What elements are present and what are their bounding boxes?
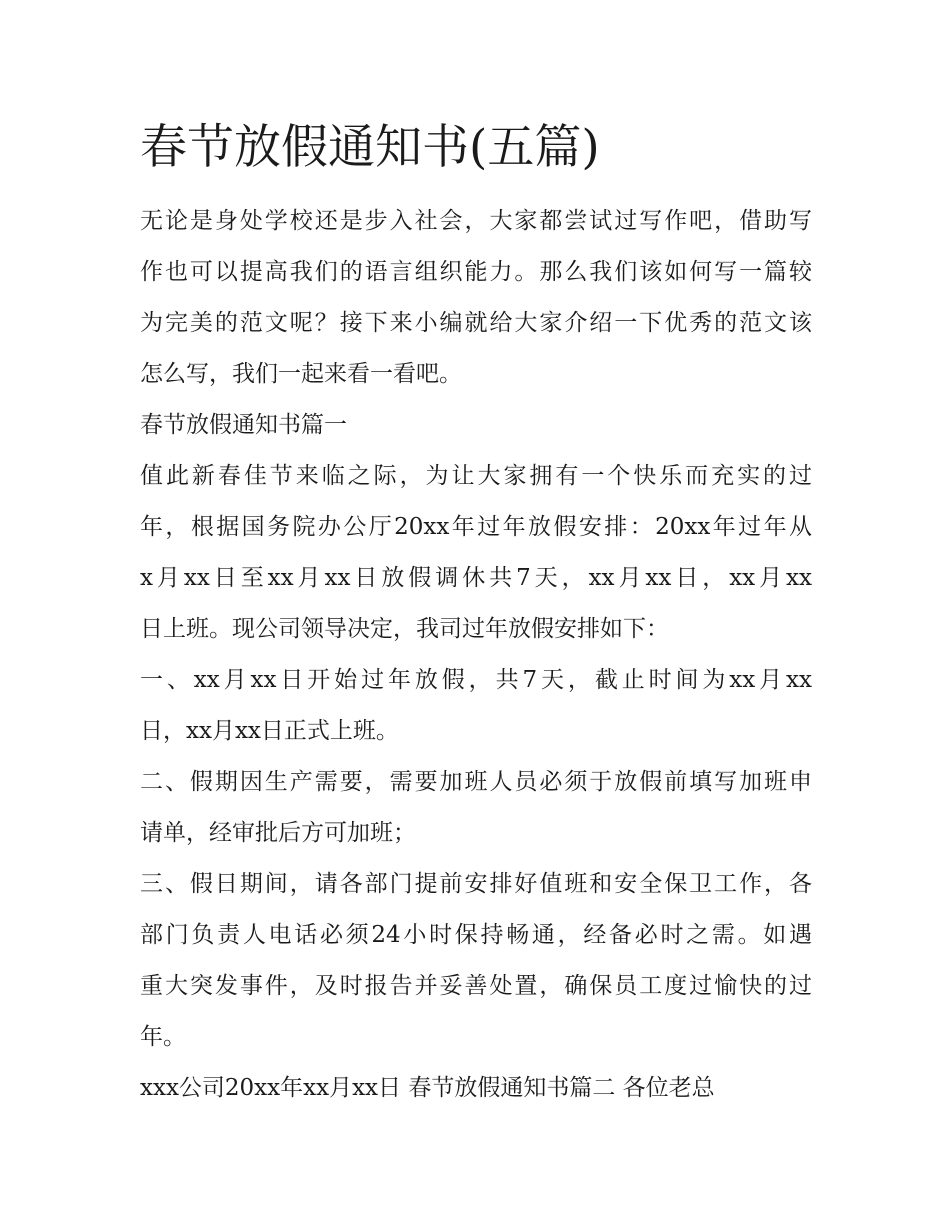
text-line: 重大突发事件，及时报告并妥善处置，确保员工度过愉快的过: [140, 973, 812, 999]
document-body: [140, 196, 812, 1114]
text-line: 部门负责人电话必须24小时保持畅通，经备必时之需。如遇: [140, 922, 812, 948]
text-line: 二、假期因生产需要，需要加班人员必须于放假前填写加班申: [140, 769, 812, 795]
text-line: 为完美的范文呢？接下来小编就给大家介绍一下优秀的范文该: [140, 310, 812, 336]
text-line: 三、假日期间，请各部门提前安排好值班和安全保卫工作，各: [140, 871, 812, 897]
text-line: 值此新春佳节来临之际，为让大家拥有一个快乐而充实的过: [140, 463, 812, 489]
text-line: 作也可以提高我们的语言组织能力。那么我们该如何写一篇较: [140, 259, 812, 285]
text-line: 年。: [140, 1024, 186, 1050]
text-line: 请单，经审批后方可加班；: [140, 820, 416, 846]
section-heading: 春节放假通知书篇一: [140, 412, 347, 438]
text-line: xxx公司20xx年xx月xx日 春节放假通知书篇二 各位老总: [140, 1075, 715, 1101]
document-title: 春节放假通知书(五篇): [140, 120, 600, 175]
text-line: 日，xx月xx日正式上班。: [140, 718, 399, 744]
text-line: 日上班。现公司领导决定，我司过年放假安排如下：: [140, 616, 669, 642]
text-line: 无论是身处学校还是步入社会，大家都尝试过写作吧，借助写: [140, 208, 812, 234]
text-line: 年，根据国务院办公厅20xx年过年放假安排：20xx年过年从: [140, 514, 812, 540]
text-line: x月xx日至xx月xx日放假调休共7天，xx月xx日，xx月xx: [140, 565, 812, 591]
text-line: 一、xx月xx日开始过年放假，共7天，截止时间为xx月xx: [140, 667, 812, 693]
text-line: 怎么写，我们一起来看一看吧。: [140, 361, 462, 387]
